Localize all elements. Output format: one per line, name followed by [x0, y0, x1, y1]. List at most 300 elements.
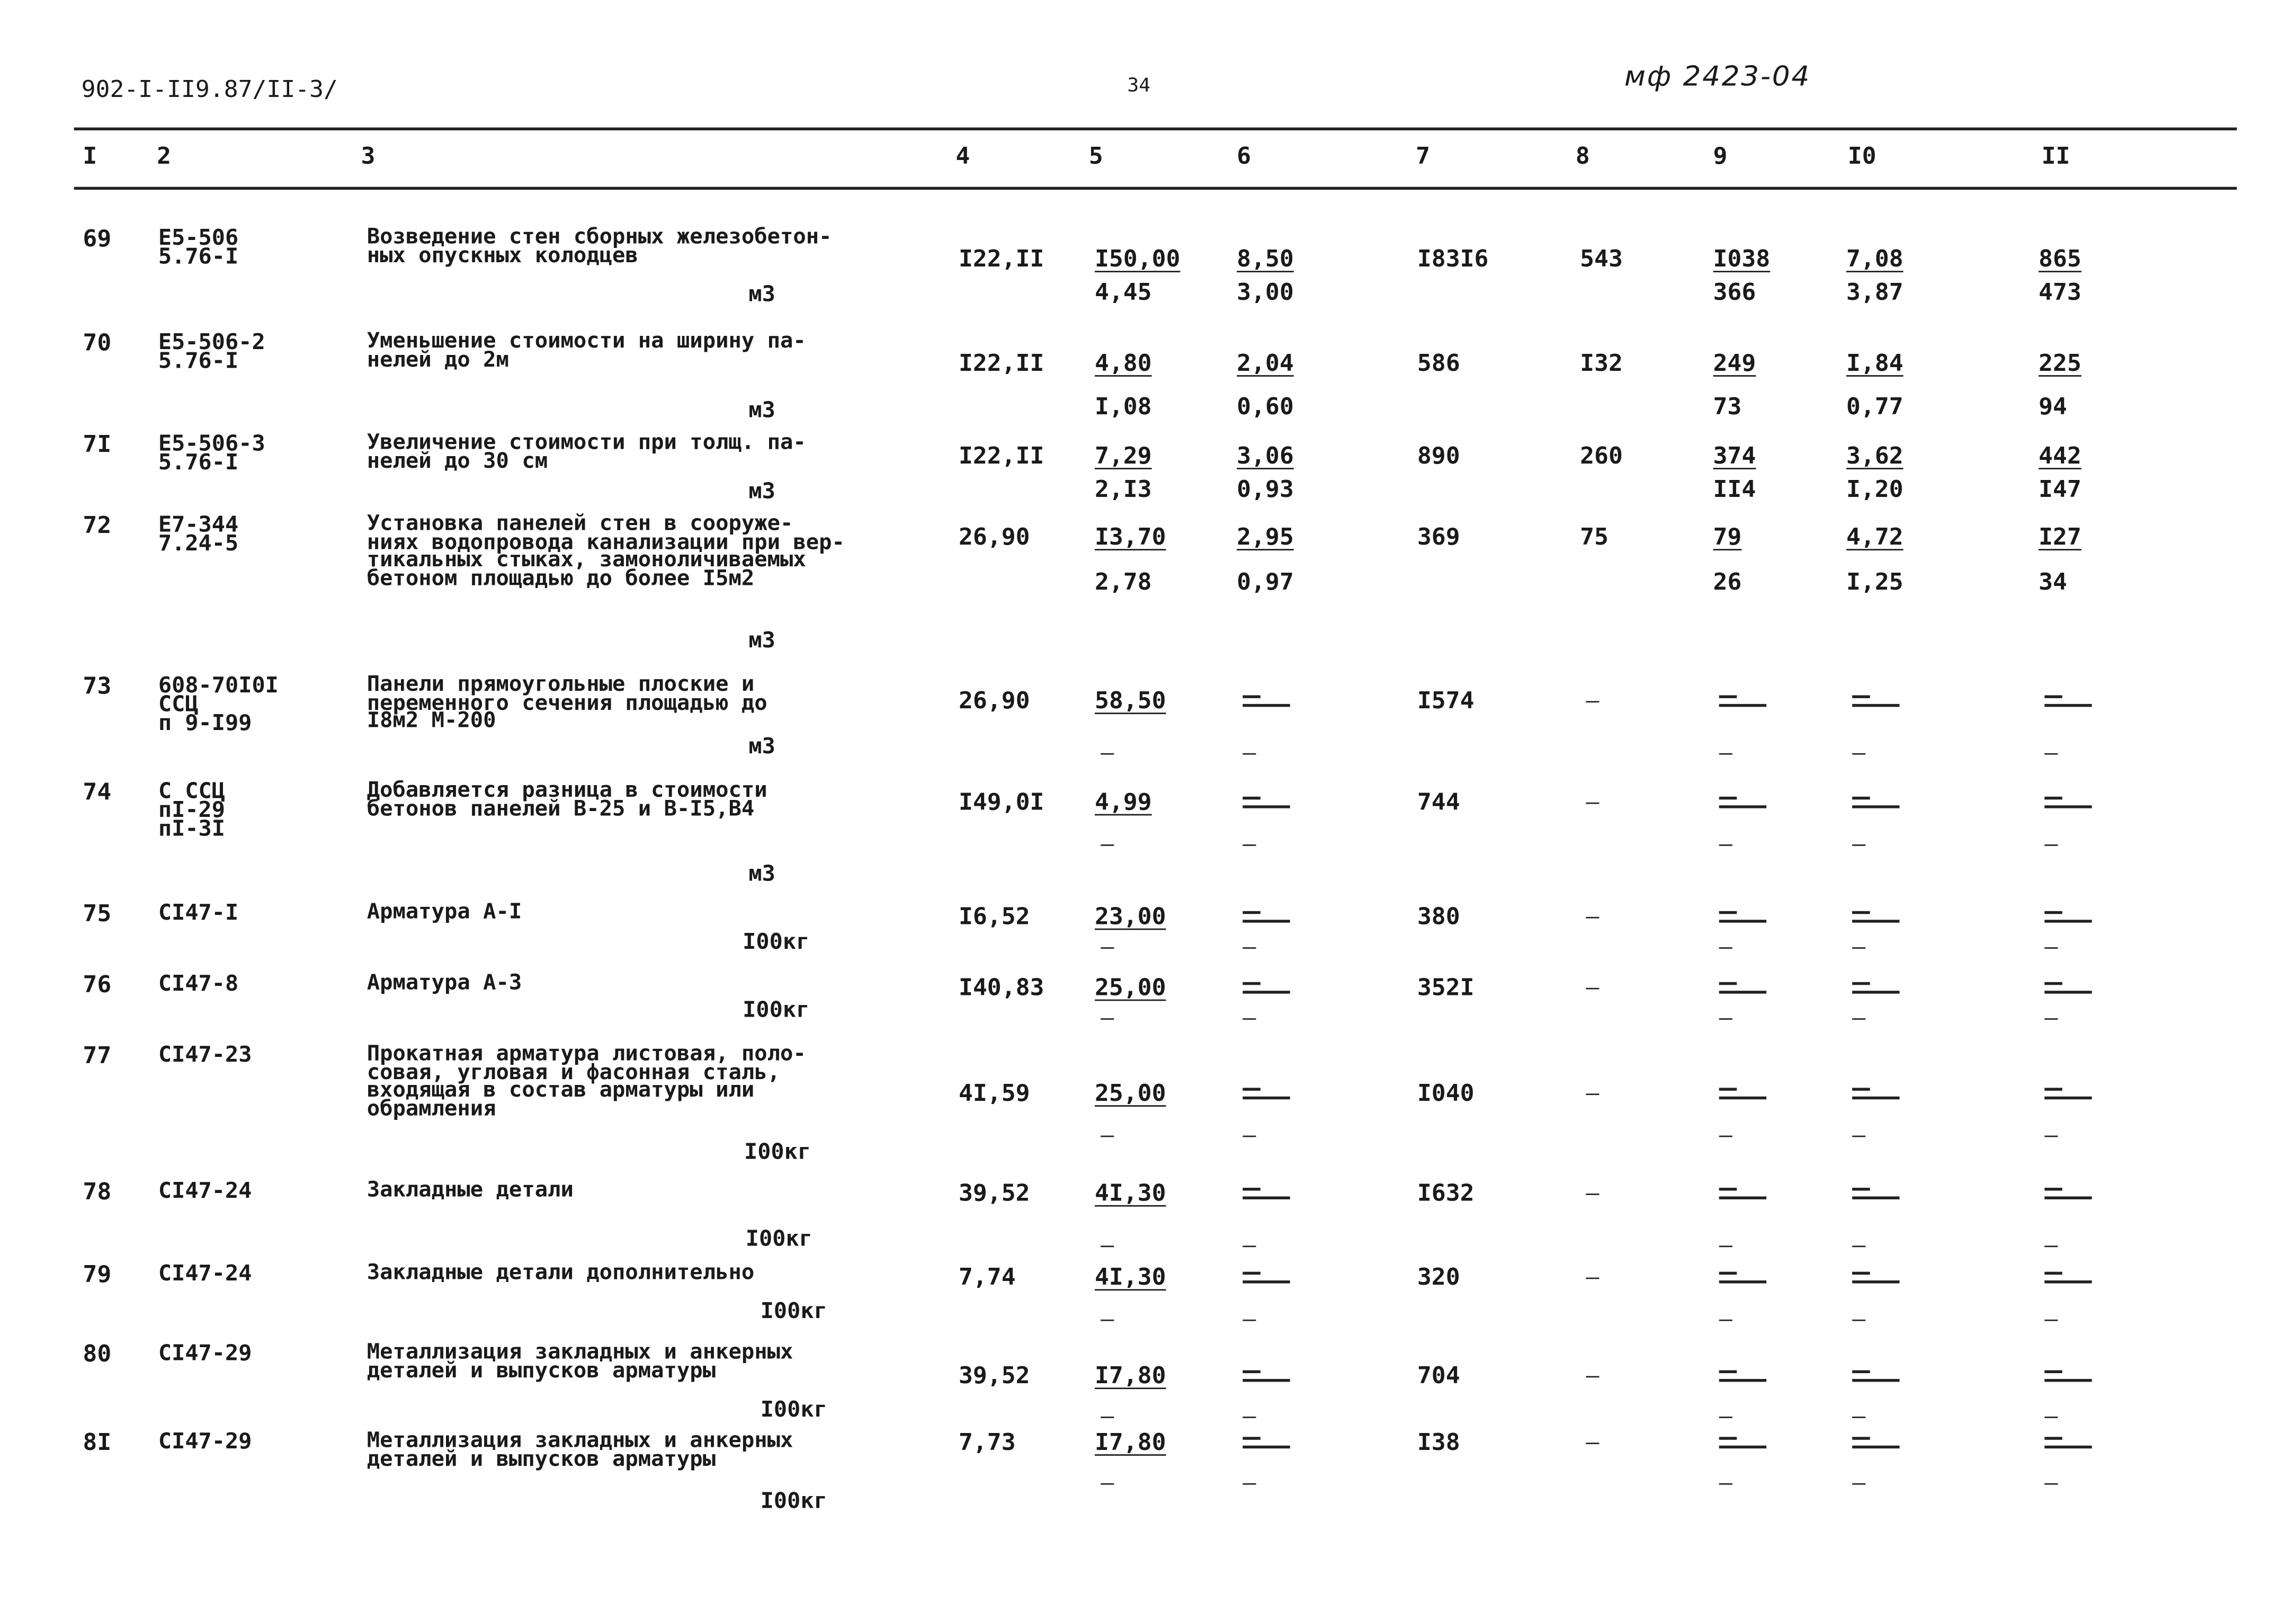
- cell-col-8: [1586, 1183, 1599, 1204]
- cell-c5-bottom: [1101, 1008, 1114, 1028]
- cell-c9-bottom: II4: [1713, 475, 1756, 503]
- cell-c9-top: I038: [1713, 245, 1771, 273]
- cell-col-7: I632: [1417, 1179, 1475, 1207]
- cell-c9-bottom: [1719, 834, 1732, 855]
- row-description-line: входящая в состав арматуры или: [367, 1079, 755, 1102]
- cell-col-8: 260: [1580, 441, 1623, 469]
- cell-c10-top: I,84: [1846, 349, 1904, 377]
- dash-mark: [1719, 1483, 1732, 1485]
- cell-col-4: 26,90: [958, 523, 1030, 550]
- cell-c6-top: 2,04: [1237, 349, 1294, 377]
- cell-c5-top: 4,99: [1094, 788, 1152, 816]
- row-code-line: СI47-I: [158, 899, 239, 926]
- cell-c9-bottom: [1719, 1473, 1732, 1493]
- row-description-line: Панели прямоугольные плоские и: [367, 673, 755, 697]
- cell-c6-bottom: [1243, 1310, 1256, 1330]
- cell-c5-top: I7,80: [1094, 1428, 1166, 1456]
- dash-mark-double: [2044, 1366, 2092, 1386]
- cell-c10-top: [1852, 1366, 1899, 1389]
- row-code-line: Е5-506-2: [158, 328, 265, 355]
- row-number: 78: [83, 1177, 112, 1205]
- cell-c10-top: [1852, 1432, 1899, 1456]
- row-code-line: пI-29: [158, 796, 226, 823]
- cell-c5-top: 25,00: [1094, 973, 1166, 1001]
- dash-mark: [2044, 844, 2058, 846]
- cell-c5-top: 4I,30: [1094, 1263, 1166, 1291]
- dash-mark: [1719, 1135, 1732, 1137]
- cell-c10-top: 4,72: [1846, 523, 1904, 550]
- handwritten-code: мф 2423-04: [1624, 60, 1811, 93]
- cell-c5-bottom: I,08: [1094, 392, 1152, 420]
- dash-mark: [1852, 1319, 1865, 1321]
- dash-mark: [1243, 1245, 1256, 1248]
- cell-col-4: I22,II: [958, 441, 1044, 469]
- row-code-line: СI47-29: [158, 1340, 252, 1366]
- dash-mark-double: [2044, 907, 2092, 927]
- col-header-1: I: [83, 141, 97, 170]
- cell-c5-top: 58,50: [1094, 687, 1166, 714]
- cell-c10-bottom: [1852, 1310, 1865, 1330]
- cell-c11-top: [2044, 1267, 2092, 1290]
- row-number: 70: [83, 328, 112, 357]
- cell-c6-bottom: 3,00: [1237, 278, 1294, 306]
- row-description-line: Арматура А-I: [367, 901, 522, 924]
- cell-c11-bottom: 94: [2039, 392, 2067, 420]
- cell-col-7: I040: [1417, 1079, 1475, 1107]
- dash-mark: [1243, 1018, 1256, 1020]
- dash-mark-double: [1243, 793, 1290, 813]
- cell-col-8: I32: [1580, 349, 1623, 377]
- dash-mark-double: [1719, 1432, 1766, 1453]
- cell-c9-top: [1719, 1083, 1766, 1107]
- cell-c9-top: [1719, 1267, 1766, 1290]
- dash-mark: [1243, 947, 1256, 949]
- cell-c5-bottom: [1101, 1235, 1114, 1256]
- col-header-3: 3: [361, 141, 376, 170]
- dash-mark: [2044, 1135, 2058, 1137]
- row-code-line: СI47-24: [158, 1177, 252, 1204]
- row-code-line: 5.76-I: [158, 449, 239, 475]
- row-code-line: п 9-I99: [158, 709, 252, 736]
- row-code-line: 7.24-5: [158, 530, 239, 556]
- cell-c11-top: I27: [2039, 523, 2081, 550]
- header-top-rule: [74, 128, 2237, 130]
- cell-c6-bottom: 0,93: [1237, 475, 1294, 503]
- dash-mark: [1101, 753, 1114, 755]
- row-unit: м3: [748, 627, 775, 654]
- dash-mark: [1586, 987, 1599, 990]
- dash-mark-double: [1243, 1366, 1290, 1386]
- cell-c11-top: [2044, 1432, 2092, 1456]
- dash-mark: [2044, 1319, 2058, 1321]
- cell-col-8: 75: [1580, 523, 1609, 550]
- row-code-line: Е5-506-3: [158, 430, 265, 457]
- cell-col-7: 586: [1417, 349, 1460, 377]
- cell-c11-bottom: [2044, 1473, 2058, 1493]
- cell-col-7: 704: [1417, 1361, 1460, 1390]
- cell-c9-top: [1719, 1366, 1766, 1389]
- cell-c10-bottom: [1852, 1125, 1865, 1145]
- row-description-line: Закладные детали: [367, 1179, 574, 1203]
- cell-c10-bottom: [1852, 1473, 1865, 1493]
- row-description-line: обрамления: [367, 1097, 496, 1120]
- row-description-line: деталей и выпусков арматуры: [367, 1447, 716, 1471]
- cell-c10-bottom: 3,87: [1846, 278, 1904, 306]
- cell-col-8: [1586, 691, 1599, 711]
- dash-mark: [1101, 1245, 1114, 1248]
- row-unit: I00кг: [760, 1297, 827, 1324]
- cell-col-8: [1586, 907, 1599, 927]
- cell-c10-bottom: [1852, 834, 1865, 855]
- cell-c9-bottom: [1719, 1235, 1732, 1256]
- cell-c5-top: I50,00: [1094, 245, 1181, 273]
- cell-c6-bottom: [1243, 1473, 1256, 1493]
- dash-mark: [2044, 1245, 2058, 1248]
- row-number: 7I: [83, 430, 112, 458]
- row-unit: I00кг: [745, 1225, 812, 1252]
- cell-c6-top: [1243, 1432, 1290, 1456]
- row-description-line: нелей до 30 см: [367, 449, 548, 473]
- col-header-6: 6: [1237, 141, 1252, 170]
- cell-col-8: [1586, 1432, 1599, 1453]
- cell-c5-bottom: [1101, 1125, 1114, 1145]
- dash-mark-double: [2044, 978, 2092, 998]
- cell-c11-bottom: [2044, 1407, 2058, 1427]
- row-description-line: тикальных стыках, замоноличиваемых: [367, 549, 806, 573]
- dash-mark: [1719, 1018, 1732, 1020]
- dash-mark-double: [2044, 691, 2092, 711]
- cell-c10-bottom: 0,77: [1846, 392, 1904, 420]
- row-number: 75: [83, 899, 112, 927]
- row-description-line: Металлизация закладных и анкерных: [367, 1429, 793, 1453]
- row-code-line: Е7-344: [158, 511, 239, 538]
- cell-c10-top: 7,08: [1846, 245, 1904, 273]
- dash-mark: [1719, 1245, 1732, 1248]
- row-unit: I00кг: [760, 1488, 827, 1514]
- cell-c11-bottom: 34: [2039, 567, 2067, 595]
- cell-col-4: 26,90: [958, 687, 1030, 714]
- dash-mark-double: [1243, 907, 1290, 927]
- cell-c11-bottom: 473: [2039, 278, 2081, 306]
- cell-c9-bottom: [1719, 1125, 1732, 1145]
- row-number: 80: [83, 1340, 112, 1368]
- cell-c9-bottom: [1719, 1310, 1732, 1330]
- dash-mark: [1243, 1483, 1256, 1485]
- cell-c5-bottom: [1101, 1407, 1114, 1427]
- dash-mark: [1101, 1135, 1114, 1137]
- cell-c9-bottom: 73: [1713, 392, 1742, 420]
- dash-mark: [1101, 1483, 1114, 1485]
- cell-c5-top: 23,00: [1094, 902, 1166, 930]
- dash-mark: [1243, 1416, 1256, 1418]
- cell-c6-top: [1243, 1083, 1290, 1107]
- row-description-line: Металлизация закладных и анкерных: [367, 1341, 793, 1365]
- row-number: 76: [83, 970, 112, 998]
- cell-c6-bottom: [1243, 1407, 1256, 1427]
- cell-c9-bottom: [1719, 1407, 1732, 1427]
- cell-c9-top: 374: [1713, 441, 1756, 469]
- cell-c5-top: 7,29: [1094, 441, 1152, 469]
- dash-mark: [2044, 753, 2058, 755]
- cell-c5-bottom: [1101, 1473, 1114, 1493]
- cell-c11-top: [2044, 793, 2092, 816]
- dash-mark-double: [1719, 1267, 1766, 1287]
- cell-c11-bottom: [2044, 937, 2058, 957]
- row-description-line: Прокатная арматура листовая, поло-: [367, 1043, 806, 1066]
- cell-c6-top: 2,95: [1237, 523, 1294, 550]
- dash-mark-double: [1719, 691, 1766, 711]
- cell-c10-top: [1852, 691, 1899, 714]
- dash-mark-double: [1719, 1366, 1766, 1386]
- row-number: 8I: [83, 1428, 112, 1456]
- col-header-11: II: [2041, 141, 2070, 170]
- dash-mark: [1101, 1319, 1114, 1321]
- cell-c10-bottom: I,20: [1846, 475, 1904, 503]
- cell-c10-bottom: [1852, 1407, 1865, 1427]
- dash-mark-double: [1852, 691, 1899, 711]
- cell-col-8: 543: [1580, 245, 1623, 273]
- dash-mark: [1852, 1018, 1865, 1020]
- row-code-line: СI47-29: [158, 1428, 252, 1455]
- cell-c5-bottom: [1101, 937, 1114, 957]
- cell-col-7: 352I: [1417, 973, 1475, 1001]
- cell-col-4: 4I,59: [958, 1079, 1030, 1107]
- cell-c11-bottom: [2044, 1125, 2058, 1145]
- dash-mark-double: [1243, 1083, 1290, 1103]
- cell-c9-top: [1719, 978, 1766, 1001]
- dash-mark: [1852, 947, 1865, 949]
- cell-c6-top: [1243, 1183, 1290, 1207]
- row-description-line: Уменьшение стоимости на ширину па-: [367, 330, 806, 354]
- row-unit: I00кг: [744, 1138, 811, 1165]
- document-code: 902-I-II9.87/II-3/: [81, 75, 338, 103]
- row-description-line: деталей и выпусков арматуры: [367, 1359, 716, 1383]
- dash-mark: [1101, 844, 1114, 846]
- row-description-line: Возведение стен сборных железобетон-: [367, 226, 832, 250]
- cell-col-7: 380: [1417, 902, 1460, 930]
- row-code-line: ССЦ: [158, 691, 199, 717]
- header-bottom-rule: [74, 187, 2237, 189]
- cell-col-7: I38: [1417, 1428, 1460, 1456]
- cell-c9-top: [1719, 793, 1766, 816]
- cell-c6-bottom: [1243, 1235, 1256, 1256]
- cell-c10-bottom: [1852, 937, 1865, 957]
- cell-c5-bottom: [1101, 1310, 1114, 1330]
- row-description-line: ных опускных колодцев: [367, 244, 638, 268]
- cell-c10-top: [1852, 1083, 1899, 1107]
- row-number: 72: [83, 511, 112, 539]
- row-unit: I00кг: [743, 996, 810, 1023]
- cell-col-4: I49,0I: [958, 788, 1044, 816]
- row-code-line: С ССЦ: [158, 778, 226, 804]
- cell-col-4: I22,II: [958, 349, 1044, 377]
- dash-mark-double: [1243, 1183, 1290, 1204]
- cell-col-8: [1586, 1366, 1599, 1386]
- dash-mark-double: [1719, 1183, 1766, 1204]
- col-header-8: 8: [1575, 141, 1590, 170]
- cell-c6-top: [1243, 907, 1290, 930]
- dash-mark: [1719, 1416, 1732, 1418]
- cell-c6-top: [1243, 978, 1290, 1001]
- dash-mark-double: [1852, 1267, 1899, 1287]
- cell-c5-bottom: 2,I3: [1094, 475, 1152, 503]
- dash-mark-double: [1243, 1432, 1290, 1453]
- cell-c5-bottom: 4,45: [1094, 278, 1152, 306]
- dash-mark: [1852, 1135, 1865, 1137]
- row-unit: I00кг: [760, 1396, 827, 1422]
- dash-mark: [2044, 947, 2058, 949]
- cell-c6-top: [1243, 793, 1290, 816]
- dash-mark-double: [1719, 793, 1766, 813]
- dash-mark-double: [1719, 978, 1766, 998]
- cell-c6-top: 8,50: [1237, 245, 1294, 273]
- row-description-line: нелей до 2м: [367, 348, 509, 372]
- cell-col-4: 7,73: [958, 1428, 1016, 1456]
- cell-c5-bottom: 2,78: [1094, 567, 1152, 595]
- dash-mark: [1719, 844, 1732, 846]
- cell-c5-top: 25,00: [1094, 1079, 1166, 1107]
- dash-mark: [1243, 844, 1256, 846]
- cell-c6-top: [1243, 1267, 1290, 1290]
- dash-mark: [1101, 1018, 1114, 1020]
- row-unit: м3: [748, 397, 775, 423]
- cell-c9-top: 249: [1713, 349, 1756, 377]
- cell-c6-bottom: 0,97: [1237, 567, 1294, 595]
- cell-c10-top: 3,62: [1846, 441, 1904, 469]
- row-unit: м3: [748, 281, 775, 307]
- cell-c11-top: [2044, 691, 2092, 714]
- dash-mark-double: [2044, 1183, 2092, 1204]
- dash-mark-double: [1852, 907, 1899, 927]
- cell-c11-top: [2044, 978, 2092, 1001]
- row-code-line: 608-70I0I: [158, 672, 279, 698]
- cell-col-8: [1586, 978, 1599, 998]
- dash-mark-double: [1852, 1183, 1899, 1204]
- dash-mark: [1243, 1319, 1256, 1321]
- cell-c11-top: [2044, 907, 2092, 930]
- col-header-4: 4: [955, 141, 970, 170]
- cell-c9-top: [1719, 1432, 1766, 1456]
- cell-c11-bottom: [2044, 834, 2058, 855]
- dash-mark-double: [2044, 1267, 2092, 1287]
- cell-c6-bottom: [1243, 834, 1256, 855]
- cell-c6-top: [1243, 1366, 1290, 1389]
- dash-mark: [1586, 1093, 1599, 1096]
- cell-c10-top: [1852, 907, 1899, 930]
- cell-c10-bottom: [1852, 1235, 1865, 1256]
- dash-mark: [1586, 701, 1599, 703]
- dash-mark-double: [1719, 1083, 1766, 1103]
- row-description-line: I8м2 М-200: [367, 709, 496, 733]
- row-code-line: СI47-24: [158, 1260, 252, 1286]
- cell-c9-bottom: [1719, 743, 1732, 763]
- row-unit: м3: [748, 478, 775, 504]
- dash-mark: [1101, 1416, 1114, 1418]
- cell-c11-bottom: I47: [2039, 475, 2081, 503]
- col-header-10: I0: [1847, 141, 1877, 170]
- cell-c11-bottom: [2044, 743, 2058, 763]
- cell-c10-bottom: [1852, 743, 1865, 763]
- cell-c9-top: [1719, 1183, 1766, 1207]
- dash-mark-double: [2044, 1432, 2092, 1453]
- cell-c6-top: 3,06: [1237, 441, 1294, 469]
- cell-c9-bottom: 366: [1713, 278, 1756, 306]
- dash-mark-double: [1852, 1083, 1899, 1103]
- row-unit: м3: [748, 860, 775, 887]
- row-code-line: 5.76-I: [158, 348, 239, 374]
- col-header-5: 5: [1088, 141, 1103, 170]
- dash-mark: [1586, 1376, 1599, 1378]
- dash-mark: [1852, 1483, 1865, 1485]
- row-description-line: Увеличение стоимости при толщ. па-: [367, 431, 806, 455]
- dash-mark: [1719, 753, 1732, 755]
- row-description-line: Закладные детали дополнительно: [367, 1261, 755, 1285]
- dash-mark: [1101, 947, 1114, 949]
- row-description-line: совая, угловая и фасонная сталь,: [367, 1061, 781, 1084]
- row-number: 69: [83, 224, 112, 252]
- col-header-7: 7: [1416, 141, 1431, 170]
- dash-mark: [1719, 1319, 1732, 1321]
- dash-mark-double: [1243, 691, 1290, 711]
- row-number: 79: [83, 1260, 112, 1288]
- cell-c6-bottom: [1243, 1008, 1256, 1028]
- dash-mark: [1852, 1416, 1865, 1418]
- row-unit: м3: [748, 733, 775, 759]
- cell-col-4: 39,52: [958, 1361, 1030, 1390]
- dash-mark: [1586, 916, 1599, 919]
- cell-c9-bottom: [1719, 937, 1732, 957]
- cell-c5-top: I3,70: [1094, 523, 1166, 550]
- dash-mark-double: [1243, 1267, 1290, 1287]
- dash-mark: [1586, 1193, 1599, 1195]
- cell-c11-top: 442: [2039, 441, 2081, 469]
- cell-c9-top: [1719, 691, 1766, 714]
- cell-c11-top: [2044, 1083, 2092, 1107]
- dash-mark-double: [2044, 793, 2092, 813]
- row-number: 74: [83, 778, 112, 806]
- cell-c10-bottom: [1852, 1008, 1865, 1028]
- cell-c10-top: [1852, 1183, 1899, 1207]
- cell-c11-top: [2044, 1366, 2092, 1389]
- cell-c9-top: 79: [1713, 523, 1742, 550]
- cell-col-4: I6,52: [958, 902, 1030, 930]
- cell-col-8: [1586, 793, 1599, 813]
- cell-c11-top: [2044, 1183, 2092, 1207]
- cell-col-4: I40,83: [958, 973, 1044, 1001]
- dash-mark-double: [1719, 907, 1766, 927]
- cell-c9-top: [1719, 907, 1766, 930]
- dash-mark: [2044, 1483, 2058, 1485]
- cell-col-8: [1586, 1083, 1599, 1103]
- cell-col-4: 39,52: [958, 1179, 1030, 1207]
- cell-c10-top: [1852, 1267, 1899, 1290]
- row-description-line: Добавляется разница в стоимости: [367, 779, 767, 803]
- row-number: 73: [83, 672, 112, 700]
- cell-col-4: I22,II: [958, 245, 1044, 273]
- cell-c11-top: 865: [2039, 245, 2081, 273]
- dash-mark: [2044, 1018, 2058, 1020]
- dash-mark: [1586, 1277, 1599, 1279]
- row-description-line: Арматура А-3: [367, 972, 522, 995]
- cell-col-7: 369: [1417, 523, 1460, 550]
- dash-mark-double: [1243, 978, 1290, 998]
- dash-mark: [1586, 802, 1599, 804]
- dash-mark: [1852, 753, 1865, 755]
- cell-c6-bottom: [1243, 937, 1256, 957]
- row-code-line: 5.76-I: [158, 243, 239, 270]
- cell-c5-bottom: [1101, 834, 1114, 855]
- cell-col-4: 7,74: [958, 1263, 1016, 1291]
